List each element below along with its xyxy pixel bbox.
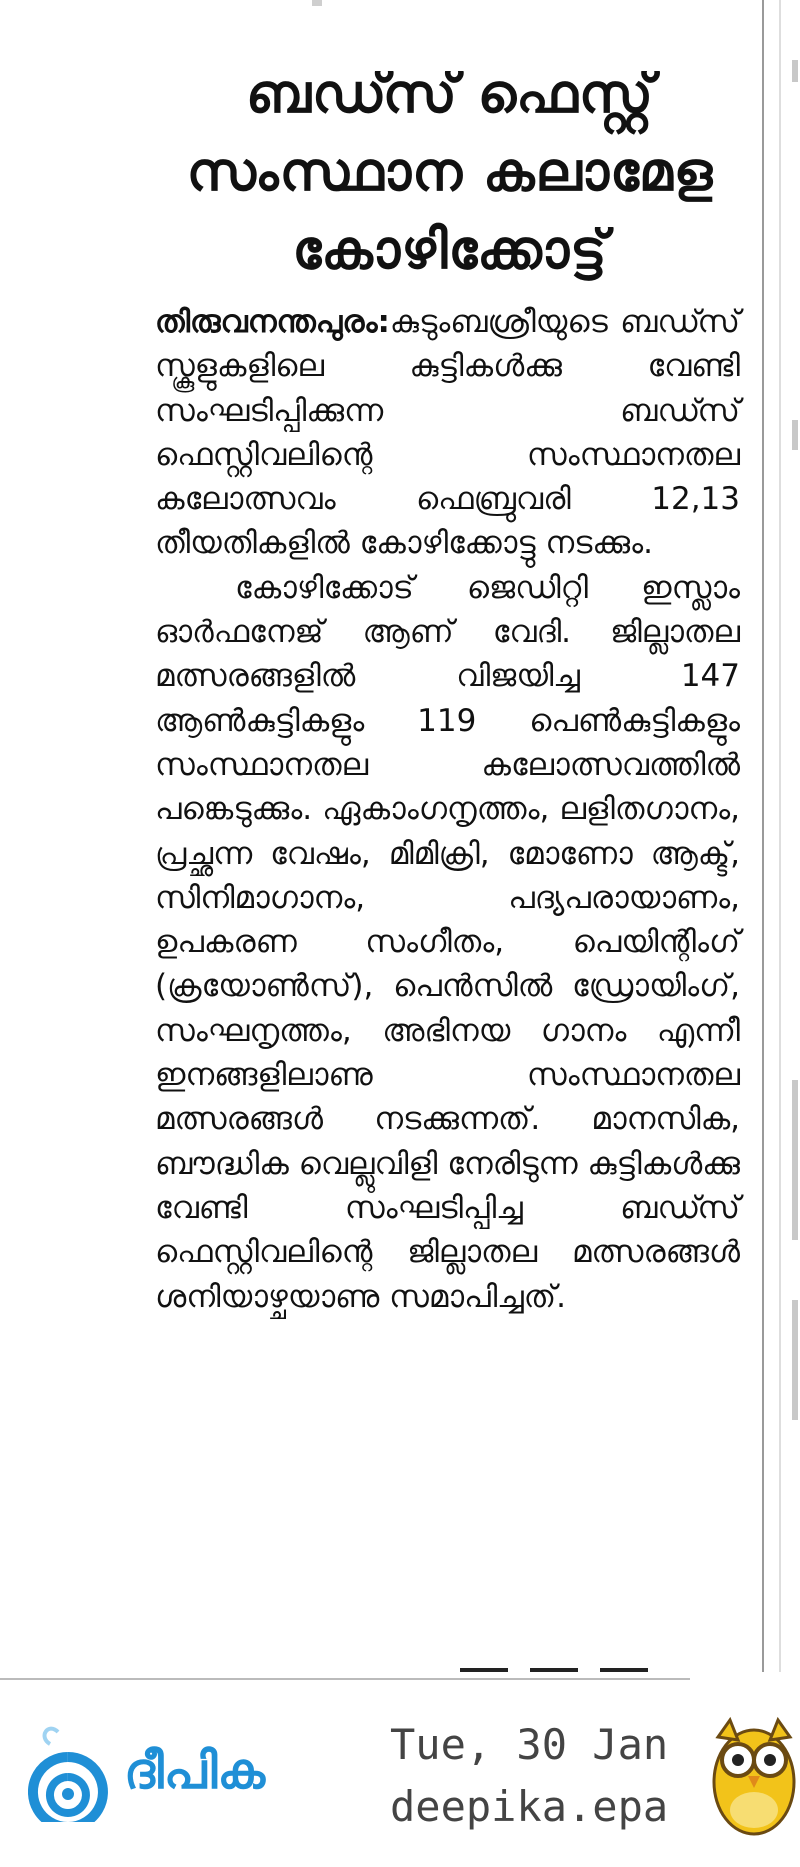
adjacent-column-edge (790, 0, 800, 1672)
owl-mascot-icon (708, 1702, 800, 1842)
epaper-footer (0, 1672, 800, 1867)
headline-line: കോഴിക്കോട്ട് (292, 218, 608, 281)
column-rule (762, 0, 764, 1672)
footer-divider (0, 1678, 690, 1680)
column-rule-secondary (779, 0, 781, 1672)
article-paragraph-1 (155, 300, 740, 566)
paragraph-1-text: കുടുംബശ്രീയുടെ ബഡ്സ് സ്കൂളുകളിലെ കുട്ടികൾക്കു വേണ്ടി സംഘടിപ്പിക്കുന്ന ബഡ്സ് ഫെസ്റ്റിവലിന്റെ സംസ്ഥാനതല കലോത്സവം ഫെബ്രുവരി 12,13 തീയതികളിൽ കോഴിക്കോട്ടു നടക്കും. (155, 304, 740, 562)
clipped-previous-article (0, 0, 800, 14)
edition-site: deepika.epa (390, 1782, 669, 1831)
headline-line: ബഡ്സ് ഫെസ്റ്റ് (246, 62, 654, 125)
headline-line: സംസ്ഥാന കലാമേള (186, 140, 714, 203)
article-body (155, 300, 740, 1319)
edition-date: Tue, 30 Jan (390, 1720, 669, 1769)
deepika-logo-icon (28, 1712, 118, 1822)
article-paragraph-2: കോഴിക്കോട് ജെഡിറ്റി ഇസ്ലാം ഓർഫനേജ് ആണ് വേദി. ജില്ലാതല മത്സരങ്ങളിൽ വിജയിച്ച 147 ആൺകുട്ടികളും 119 പെൺകുട്ടികളും സംസ്ഥാനതല കലോത്സവത്തിൽ പങ്കെടുക്കും. ഏകാംഗനൃത്തം, ലളിതഗാനം, പ്രച്ഛന്ന വേഷം, മിമിക്രി, മോണോ ആക്ട്, സിനിമാഗാനം, പദ്യപരായാണം, ഉപകരണ സംഗീതം, പെയിന്റിംഗ് (ക്രയോൺസ്), പെൻസിൽ ഡ്രോയിംഗ്, സംഘനൃത്തം, അഭിനയ ഗാനം എന്നീ ഇനങ്ങളിലാണു സംസ്ഥാനതല മത്സരങ്ങൾ നടക്കുന്നത്. മാനസിക, ബൗദ്ധിക വെല്ലുവിളി നേരിടുന്ന കുട്ടികൾക്കു വേണ്ടി സംഘടിപ്പിച്ച ബഡ്സ് ഫെസ്റ്റിവലിന്റെ ജില്ലാതല മത്സരങ്ങൾ ശനിയാഴ്ചയാണു സമാപിച്ചത്. (155, 569, 740, 1315)
headline (150, 55, 750, 289)
dateline: തിരുവനന്തപുരം: (155, 304, 390, 340)
brand-name: ദീപിക (124, 1742, 266, 1800)
